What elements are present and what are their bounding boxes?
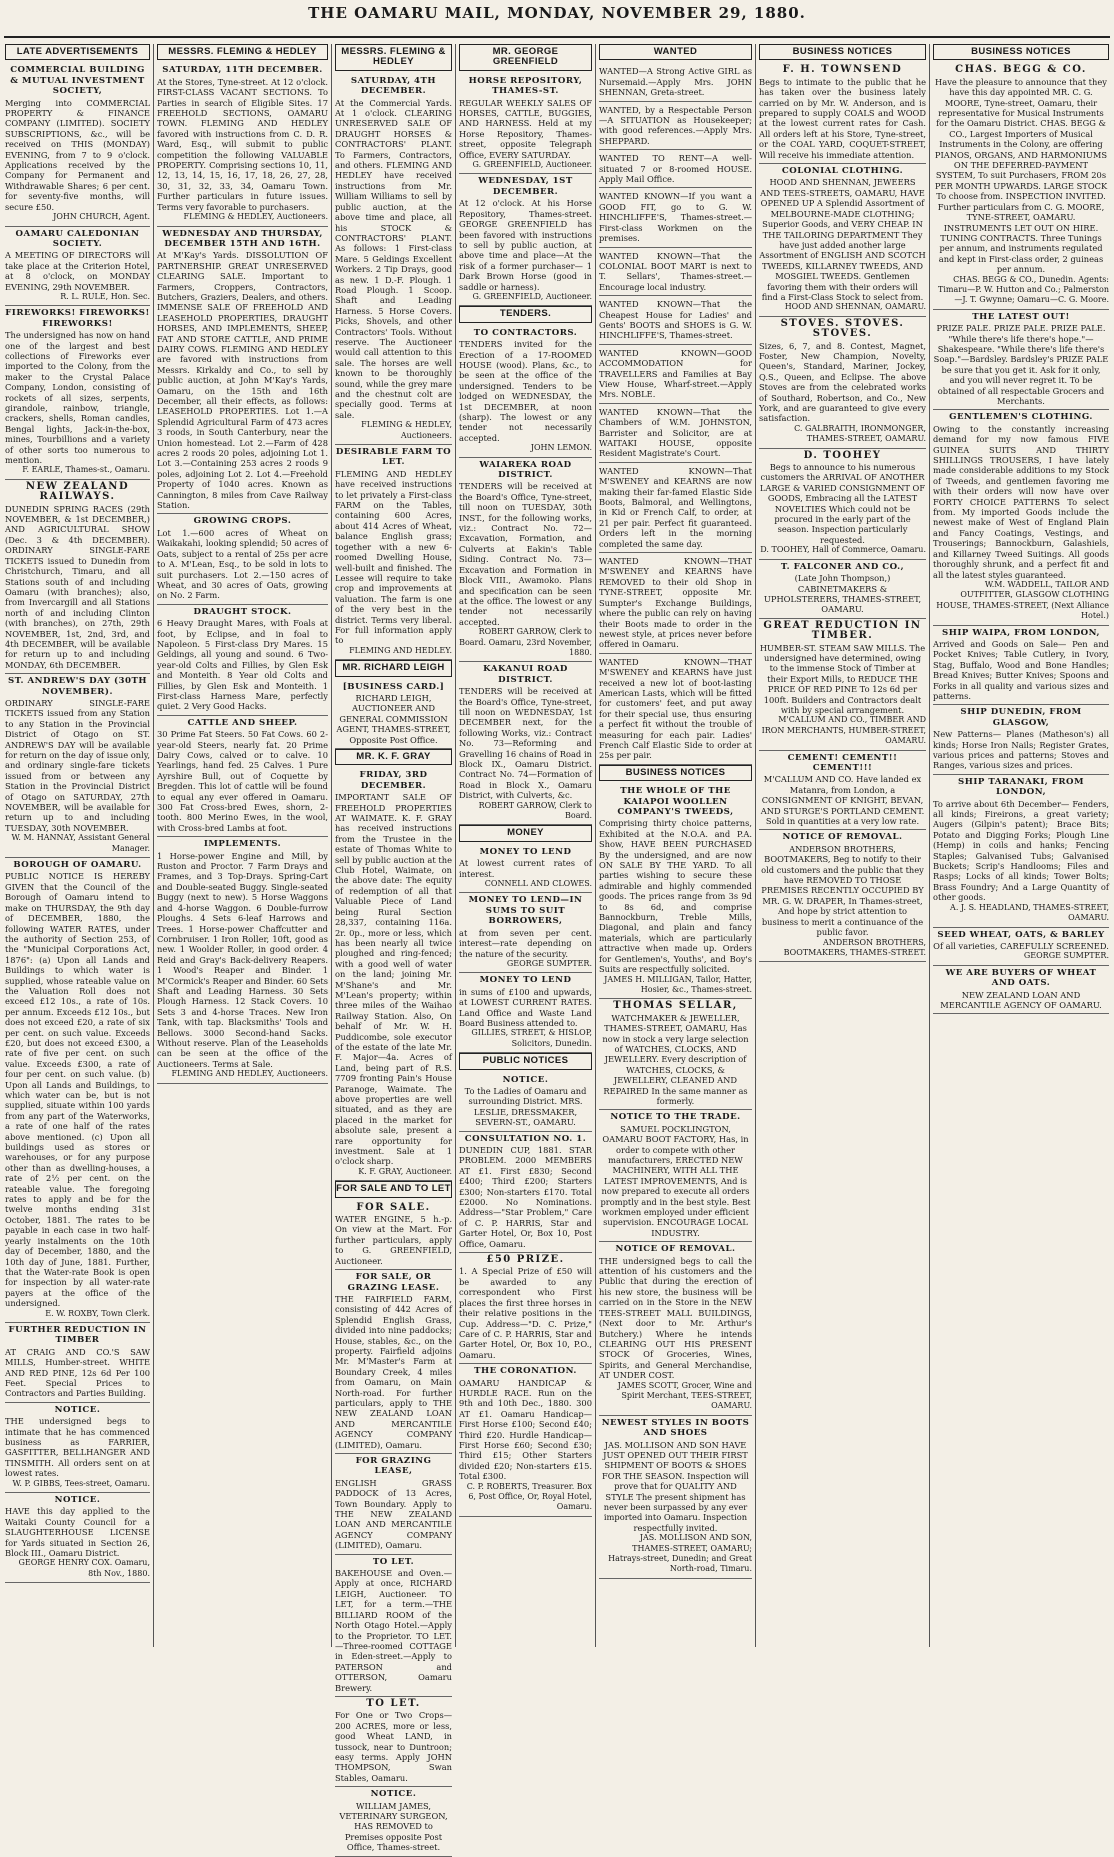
ad-fireworks	[5, 306, 150, 480]
ad-body: WANTED KNOWN—THAT M'SWENEY and KEARNS have just received a new lot of boot-lasting American Lasts, which will be fitted for customers' feet, and put away for their special use, thus ensuring a perfect fit without the trouble of measuring for each pair. Ladies' French Calf Elastic Side to order at 25s per pair.	[599, 656, 752, 761]
ad-wanted-7	[599, 345, 752, 404]
ad-veterinary	[335, 1787, 452, 1856]
ad-body: New Patterns— Planes (Matheson's) all kinds; Horse Iron Nails; Register Grates, various prices and patterns; Stoves and Ranges, various sizes and prices.	[933, 729, 1109, 771]
ad-heading: KAKANUI ROAD DISTRICT.	[483, 664, 568, 685]
ad-heading: D. TOOHEY	[803, 449, 882, 461]
ad-body: WANTED KNOWN—That the COLONIAL BOOT MART is next to T. Sellars', Thames-street.—Encourage local industry.	[599, 250, 752, 292]
ad-heading: WEDNESDAY, 1ST DECEMBER.	[478, 176, 573, 197]
ad-body: WANTED KNOWN—If you want a GOOD FIT, go to G. W. HINCHLIFFE'S, Thames-street.—First-class Workmen on the premises.	[599, 191, 752, 244]
ad-heading: MONEY TO LEND	[479, 846, 572, 857]
ad-wanted-5	[599, 248, 752, 297]
ad-heading: SATURDAY, 4TH DECEMBER.	[350, 75, 437, 97]
ad-to-let	[335, 1555, 452, 1697]
ad-heading: BOROUGH OF OAMARU.	[13, 860, 142, 871]
ad-heading: THE LATEST OUT!	[972, 311, 1070, 322]
ad-heading: DESIRABLE FARM TO LET.	[335, 447, 452, 468]
ad-body: ORDINARY SINGLE-FARE TICKETS issued from any Station to any Station in the Provincial District of Otago on ST. ANDREW'S DAY will be available for return on the day of issue only, and ordinary single-fare tickets issued from or between any Station in the Provincial District of Otago on SATURDAY, 27th NOVEMBER, will be available for return up to and including TUESDAY, 30th NOVEMBER.	[5, 697, 150, 833]
ad-heading: SEED WHEAT, OATS, & BARLEY	[937, 929, 1105, 940]
ad-heading: NOTICE OF REMOVAL.	[782, 832, 903, 843]
ad-wanted-8	[599, 404, 752, 463]
ad-signature: W.M. WADDELL, TAILOR AND OUTFITTER, GLASGOW CLOTHING HOUSE, THAMES-STREET, (Next Alliance Hotel.)	[936, 579, 1109, 621]
ad-body: WATER ENGINE, 5 h.-p. On view at the Mart. For further particulars, apply to G. GREENFIELD, Auctioneer.	[335, 1214, 452, 1266]
leigh-header: MR. RICHARD LEIGH	[335, 660, 452, 676]
ad-heading: NOTICE OF REMOVAL.	[615, 1244, 736, 1255]
ad-cattle-sheep	[157, 716, 328, 837]
ad-timber	[5, 1323, 150, 1403]
ad-body: Merging into COMMERCIAL PROPERTY & FINANCE COMPANY (LIMITED). SOCIETY SUBSCRIPTIONS, &c., will be received on THIS (MONDAY) EVENING, from 7 to 9 o'clock. Applications received by the Company for Permanent and Withdrawable Shares; 6 per cent. for seventy-five months, will secure £50.	[5, 97, 150, 212]
ad-mollison	[599, 1416, 752, 1579]
ad-heading: DRAUGHT STOCK.	[193, 606, 292, 617]
ad-heading: FIREWORKS! FIREWORKS! FIREWORKS!	[5, 308, 150, 329]
ad-body: RICHARD LEIGH, AUCTIONEER AND GENERAL COMMISSION AGENT, THAMES-STREET, Opposite Post Office.	[336, 692, 451, 745]
ad-heading: FRIDAY, 3RD DECEMBER.	[359, 770, 428, 791]
column-1	[2, 44, 154, 1647]
ad-body: HOOD AND SHENNAN, JEWEERS AND TEES-STREETS, OAMARU, HAVE OPENED UP A Splendid Assortment of MELBOURNE-MADE CLOTHING; Superior Goods, and VERY CHEAP. IN THE TAILORING DEPARTMENT They have just added another large Assortment of ENGLISH AND SCOTCH TWEEDS, KILLARNEY TWEEDS, AND MOSGIEL TWEEDS. Gentlemen favoring them with their orders will find a First-Class Stock to select from.	[759, 177, 926, 302]
ad-pocklington	[599, 1110, 752, 1242]
ad-signature: GILLIES, STREET, & HISLOP, Solicitors, Dunedin.	[471, 1028, 592, 1048]
ad-signature: CONNELL AND CLOWES.	[484, 879, 592, 889]
ad-toohey	[759, 449, 926, 560]
ad-signature: HOOD AND SHENNAN, OAMARU.	[784, 302, 926, 312]
ad-body: Begs to announce to his numerous customers the ARRIVAL OF ANOTHER LARGE & VARIED CONSIGNMENT OF GOODS, Embracing all the LATEST NOVELTIES Which could not be procured in the early part of the season. Inspection particularly requested.	[759, 462, 926, 545]
ad-body: SAMUEL POCKLINGTON, OAMARU BOOT FACTORY, Has, in order to compete with other manufacturers, ERECTED NEW MACHINERY, WITH ALL THE LATEST IMPROVEMENTS, And is now prepared to execute all orders promptly and in the best style. Best workmen employed under efficient supervision. ENCOURAGE LOCAL INDUSTRY.	[600, 1123, 751, 1238]
ad-signature: FLEMING AND HEDLEY, Auctioneers.	[171, 1069, 328, 1079]
ad-dressmaker	[459, 1073, 592, 1132]
ad-wanted-1	[599, 63, 752, 101]
column-4-header: MR. GEORGE GREENFIELD	[459, 44, 592, 71]
ad-signature: ROBERT GARROW, Clerk to Board. Oamaru, 23rd November, 1880.	[459, 627, 592, 657]
ad-wanted-2	[599, 102, 752, 151]
ad-body: AT CRAIG AND CO.'S SAW MILLS, Humber-street. WHITE AND RED PINE, 12s 6d Per 100 Feet. Special Prices to Contractors and Parties Building.	[5, 1346, 150, 1399]
ad-body: PUBLIC NOTICE IS HEREBY GIVEN that the Council of the Borough of Oamaru intend to make on THURSDAY, the 9th day of DECEMBER, 1880, the following WATER RATES, under the authority of Section 253, of the "Municipal Corporations Act, 1876": (a) Upon all Lands and Buildings to which water is supplied, whose rateable value on the Valuation Roll does not exceed £12 10s., a rate of 10s. per annum. Exceeds £12 10s., but does not exceed £20, a rate of six per cent. on such value. Exceeds £20, but does not exceed £300, a rate of five per cent. on such value. Exceeds £300, a rate of four per cent. on such value. (b) Upon all Lands and Buildings, to which water can be, but is not supplied, situate within 100 yards from any part of the Waterworks, a rate of one half of the rates above mentioned. (c) Upon all buildings used as stores or warehouses, or for any purpose other than as dwelling-houses, a rate of 2½ per cent. on the rateable value. The foregoing rates to apply and be for the twelve months ending 31st October, 1881. The rates to be payable in each case in two half-yearly instalments on the 10th day of December, 1880, and the 10th day of June, 1881. Further, that the Water-rate Book is open for inspection by all water-rate payers at the office of the undersigned.	[5, 871, 150, 1309]
ad-heading: NEWEST STYLES IN BOOTS AND SHOES	[601, 1417, 750, 1439]
ad-body: THE undersigned begs to call the attention of his customers and the Public that during the erection of his new store, the business will be carried on in the Store in the NEW TEES-STREET MALL BUILDINGS, (Next door to Mr. Arthur's Butchery.) Where he intends CLEARING OUT HIS PRESENT STOCK Of Groceries, Wines, Spirits, and General Merchandise, AT UNDER COST.	[599, 1255, 752, 1381]
ad-signature: A. J. S. HEADLAND, THAMES-STREET, OAMARU.	[950, 902, 1109, 923]
ad-waddell	[933, 410, 1109, 625]
ad-signature: K. F. GRAY, Auctioneer.	[358, 1166, 452, 1176]
ad-signature: D. TOOHEY, Hall of Commerce, Oamaru.	[760, 545, 926, 555]
ad-building-society	[5, 63, 150, 226]
ad-body: in sums of £100 and upwards, at LOWEST CURRENT RATES. Land Office and Waste Land Board Business attended to.	[459, 986, 592, 1028]
ad-heading: MONEY TO LEND—IN SUMS TO SUIT BORROWERS,	[468, 895, 583, 927]
ad-heading: GROWING CROPS.	[193, 516, 292, 527]
ad-seed-wheat	[933, 928, 1109, 966]
column-6-header: BUSINESS NOTICES	[759, 44, 926, 60]
money-header: MONEY	[459, 825, 592, 841]
ad-signature: GEORGE SUMPTER.	[506, 958, 592, 968]
ad-heading: FOR SALE.	[356, 1201, 431, 1213]
ad-signature: JAMES H. MILLIGAN, Tailor, Hatter, Hosier, &c., Thames-street.	[604, 974, 752, 994]
ad-heading: SHIP DUNEDIN, FROM GLASGOW,	[960, 707, 1082, 728]
ad-body: At lowest current rates of interest.	[459, 858, 592, 879]
ad-sections	[157, 63, 328, 226]
ad-heading: NEW ZEALAND RAILWAYS.	[25, 480, 130, 503]
ad-body: To the Ladies of Oamaru and surrounding District. MRS. LESLIE, DRESSMAKER, SEVERN-ST., OAMARU.	[464, 1085, 587, 1128]
ad-heading: CONSULTATION NO. 1.	[464, 1133, 587, 1144]
ad-ship-dunedin	[933, 705, 1109, 774]
ad-heading: SATURDAY, 11TH DECEMBER.	[162, 65, 323, 76]
ad-heading: TO LET.	[372, 1556, 415, 1567]
ad-signature: C. P. ROBERTS, Treasurer. Box 6, Post Office, Or, Royal Hotel, Oamaru.	[466, 1481, 592, 1512]
ad-body: Lot 1.—600 acres of Wheat on Waikakahi, looking splendid; 50 acres of Oats, subject to a rental of 25s per acre to A. M'Lean, Esq., to be sold in lots to suit purchasers. Lot 2.—150 acres of Wheat, and 30 acres of Oats, growing on No. 2 Farm.	[157, 527, 328, 601]
ad-body: HAVE this day applied to the Waitaki County Council for a SLAUGHTERHOUSE LICENSE for Yards situated in Section 26, Block III., Oamaru District.	[5, 1506, 150, 1559]
ad-leigh	[335, 680, 452, 749]
masthead-title: THE OAMARU MAIL, MONDAY, NOVEMBER 29, 1880.	[308, 4, 806, 22]
ad-waiareka	[459, 458, 592, 663]
ad-body: FLEMING AND HEDLEY have received instructions to let privately a First-class FARM on the Tables, containing 600 Acres, about 414 Acres of Wheat, balance English grass; together with a new 6-roomed Dwelling House, well-built and finished. The Lessee will require to take crop and improvements at valuation. The farm is one of the very best in the district. Terms very liberal. For full information apply to	[335, 468, 452, 646]
ad-ship-waipa	[933, 626, 1109, 706]
ad-heading: CATTLE AND SHEEP.	[187, 717, 298, 728]
ad-body: DUNEDIN SPRING RACES (29th NOVEMBER, & 1st DECEMBER,) AND AGRICULTURAL SHOW (Dec. 3 & 4th DECEMBER). ORDINARY SINGLE-FARE TICKETS issued to Dunedin from Christchurch, Timaru, and all Stations south of and including Oamaru (with branches); also, from Invercargill and all Stations north of and including Clinton (with branches), on 27th, 29th NOVEMBER, 1st, 2nd, 3rd, and 4th DECEMBER, will be available for return up to and including MONDAY, 6th DECEMBER.	[5, 503, 150, 670]
ad-railways	[5, 480, 150, 674]
ad-wanted-11	[599, 654, 752, 765]
ad-signature: E. W. ROXBY, Town Clerk.	[45, 1308, 150, 1318]
ad-body: WANTED—A Strong Active GIRL as Nursemaid.—Apply Mrs. JOHN SHENNAN, Greta-street.	[599, 66, 752, 98]
ad-body: Arrived and Goods on Sale— Pen and Pocket Knives; Table Cutlery, in Ivory, Stag, Buffalo, Wood and Bone Handles; Bread Knives; Butter Knives; Spoons and Forks in all quality and various sizes and patterns.	[933, 638, 1109, 701]
ad-body: at from seven per cent. interest—rate depending on the nature of the security.	[459, 927, 592, 959]
ad-wanted-4	[599, 188, 752, 247]
ad-heading: THE CORONATION.	[474, 1366, 577, 1377]
ad-signature: W. M. HANNAY, Assistant General Manager.	[11, 833, 150, 853]
ad-heading: ST. ANDREW'S DAY (30TH NOVEMBER).	[8, 676, 147, 697]
ad-money-2	[459, 893, 592, 973]
ad-heading: MONEY TO LEND	[479, 975, 572, 986]
ad-signature: GEORGE HENRY COX. Oamaru, 8th Nov., 1880.	[18, 1558, 150, 1578]
ad-body: (Late John Thompson,) CABINETMAKERS & UPHOLSTERERS, THAMES-STREET, OAMARU.	[763, 573, 922, 615]
masthead	[0, 0, 1114, 40]
ad-kaiapoi	[599, 784, 752, 999]
ad-clearing-sale	[157, 227, 328, 515]
ad-body: WANTED KNOWN—That M'SWENEY and KEARNS are now making their far-famed Elastic Side Boots, Balmoral, and Wellingtons, in Kid or French Calf, to order, at 21 per pair. Perfect fit guaranteed. Orders left in the morning completed the same day.	[599, 465, 752, 549]
ad-body: ANDERSON BROTHERS, BOOTMAKERS, Beg to notify to their old customers and the public that they have REMOVED TO THOSE PREMISES RECENTLY OCCUPIED BY MR. G. W. DRAPER, In Thames-street, And hope by strict attention to business to merit a continuance of the public favor.	[761, 843, 924, 938]
ad-contractors-plant	[335, 74, 452, 445]
ad-slaughterhouse	[5, 1493, 150, 1583]
ad-heading: FOR SALE, OR GRAZING LEASE.	[347, 1272, 440, 1293]
tenders-header: TENDERS.	[459, 306, 592, 322]
ad-heading: NOTICE.	[54, 1404, 101, 1415]
ad-body: 30 Prime Fat Steers. 50 Fat Cows. 60 2-year-old Steers, nearly fat. 20 Prime Dairy Cows, calved or to calve. 10 Yearlings, hand fed. 25 Calves. 1 Pure Ayrshire Bull, out of Coquette by Bregden. This lot of cattle will be found to equal any ever offered in Oamaru. 300 Fat Cross-bred Ewes, shorn, 2-tooth. 800 Merino Ewes, in the wool, with Cross-bred Lambs at foot.	[157, 729, 328, 833]
ad-prize-pale	[933, 310, 1109, 411]
ad-heading: SHIP WAIPA, FROM LONDON,	[942, 627, 1100, 638]
ad-body: DUNEDIN CUP, 1881. STAR PROBLEM. 2000 MEMBERS AT £1. First £830; Second £400; Third £200; Starters £300; Non-starters £170. Total £2000. No Nominations. Address—"Star Problem," Care of C. P. HARRIS, Star and Garter Hotel, Or, Box 10, Post Office, Oamaru.	[459, 1145, 592, 1249]
ad-body: At 12 o'clock. At his Horse Repository, Thames-street. GEORGE GREENFIELD has been favored with instructions to sell by public auction, at above time and place—At the risk of a former purchaser— 1 Dark Brown Horse (good in saddle or harness).	[459, 198, 592, 292]
ad-draught-stock	[157, 605, 328, 716]
column-5-header: WANTED	[599, 44, 752, 60]
ad-stoves	[759, 317, 926, 449]
ad-falconer	[759, 560, 926, 619]
ad-heading: F. H. TOWNSEND	[782, 64, 903, 76]
ad-body: TENDERS invited for the Erection of a 17-ROOMED HOUSE (wood). Plans, &c., to be seen at the office of the undersigned. Tenders to be lodged on WEDNESDAY, the 1st DECEMBER, at noon (sharp). The lowest or any tender not necessarily accepted.	[459, 339, 592, 443]
ad-cement	[759, 751, 926, 831]
ad-body: WANTED KNOWN—That the Cheapest House for Ladies' and Gents' BOOTS and SHOES is G. W. HINCHLIFFE'S, Thames-street.	[599, 299, 752, 341]
ad-wanted-6	[599, 296, 752, 345]
ad-body: At the Commercial Yards. At 1 o'clock. CLEARING UNRESERVED SALE OF DRAUGHT HORSES & CONTRACTORS' PLANT. To Farmers, Contractors, and others. FLEMING AND HEDLEY have received instructions from Mr. William Williams to sell by public auction, at the above time and place, all his STOCK & CONTRACTORS' PLANT. As follows: 1 First-class Mare. 5 Geldings Excellent Workers. 2 Tip Drays, good as new. 1 D.-F. Plough. 1 Road Plough. 1 Scoop. Shaft and Leading Harness. 5 Horse Covers. Picks, Shovels, and other Contractors' Tools. Without reserve. The Auctioneer would call attention to this sale. The horses are well known to be thoroughly sound, while the grey mare and the chestnut colt are specially good. Terms at sale.	[335, 97, 452, 420]
ad-body: For One or Two Crops— 200 ACRES, more or less, good Wheat LAND, in tussock, near to Duntroon; easy terms. Apply JOHN THOMPSON, Swan Stables, Oamaru.	[335, 1710, 452, 1783]
ad-st-andrews	[5, 674, 150, 858]
gray-header: MR. K. F. GRAY	[335, 749, 452, 765]
ad-heading: TO CONTRACTORS.	[473, 327, 578, 338]
ad-buyers	[933, 966, 1109, 1015]
ad-body: WANTED KNOWN—That the Chambers of W.M. JOHNSTON, Barrister and Solicitor, are at WAITAKI HOUSE, opposite Resident Magistrate's Court.	[599, 406, 752, 459]
ad-signature: R. L. RULE, Hon. Sec.	[60, 291, 150, 301]
column-3	[332, 44, 456, 1853]
ad-body: Of all varieties, CAREFULLY SCREENED.	[933, 940, 1109, 951]
ad-sellar	[599, 999, 752, 1110]
ad-money-1	[459, 845, 592, 894]
ad-heading: GENTLEMEN'S CLOTHING.	[949, 412, 1093, 423]
ad-growing-crops	[157, 514, 328, 604]
ad-body: Sizes, 6, 7, and 8. Contest, Magnet, Foster, New Champion, Novelty, Queen's, Standard, Mariner, Jockey, Q.S., Queen, and Eclipse. The above Stoves are from the celebrated works of Southard, Robertson, and Co., New York, and are guaranteed to give every satisfaction.	[759, 340, 926, 424]
column-1-header: LATE ADVERTISEMENTS	[5, 44, 150, 60]
ad-borough	[5, 858, 150, 1323]
ad-heading: WAIAREKA ROAD DISTRICT.	[479, 459, 572, 481]
ad-body: REGULAR WEEKLY SALES OF HORSES, CATTLE, BUGGIES, AND HARNESS. Held at my Horse Repository, Thames-street, opposite Telegraph Office, EVERY SATURDAY.	[459, 97, 592, 160]
ad-body: Comprising thirty choice patterns, Exhibited at the N.O.A. and P.A. Show, HAVE BEEN PURCHASED By the undersigned, and are now ON SALE BY THE YARD. To all parties wishing to secure these admirable and highly commended goods. The prices range from 3s 9d to 8s 6d, and comprise Bannockburn, Treble Mills, Diagonal, and plain and fancy materials, which are particularly attractive when made up. Orders for Gentlemen's, Youths', and Boy's Suits are respectfully solicited.	[599, 818, 752, 975]
ad-heading: NOTICE.	[502, 1074, 549, 1085]
ad-body: To arrive about 6th December— Fenders, all kinds; Fireirons, a great variety; Augers (Gilpin's patent); Brace Bits; Potato and Digging Forks; Plough Line (Hemp) in coils and hanks; Fencing Staples; Galvanised Tubs; Galvanised Buckets; Scrip's Handlooms; Files and Rasps; Locks of all kinds; Tower Bolts; Brass Foundry; And a Large Quantity of other goods.	[933, 798, 1109, 903]
ad-heading: CEMENT! CEMENT!! CEMENT!!!	[787, 752, 898, 773]
ad-body: IMPORTANT SALE OF FREEHOLD PROPERTIES AT WAIMATE. K. F. GRAY has received instructions from the Trustee in the estate of Thomas White to sell by public auction at the Club Hotel, Waimate, on the above date: The equity of redemption of all that Valuable Piece of Land being Rural Section 28,337, containing 116a. 2r. 0p., more or less, which has been nearly all twice ploughed and ring-fenced; with a good well of water on the land; joining Mr. M'Shane's and Mr. M'Lean's property; within three miles of the Waihao Railway Station. Also, On behalf of Mr. W. H. Puddicombe, sole executor of the estate of the late Mr. F. Major—4a. Acres of Land, being part of R.S. 7709 fronting Pain's House Paranoge, Waimate. The above properties are well situated, and as they are placed in the market for absolute sale, present a rare opportunity for investment. Sale at 1 o'clock sharp.	[335, 792, 452, 1167]
column-2	[154, 44, 332, 1647]
ad-signature: CHAS. BEGG & CO., Dunedin. Agents: Timaru—P. W. Hutton and Co.; Palmerston—J. T. Gwynne; Oamaru—C. G. Moore.	[937, 274, 1109, 305]
ad-townsend	[759, 63, 926, 164]
ad-heading: £50 PRIZE.	[486, 1254, 565, 1266]
ad-wanted-10	[599, 553, 752, 654]
ad-heading: NOTICE.	[370, 1789, 417, 1800]
ad-body: WATCHMAKER & JEWELLER, THAMES-STREET, OAMARU, Has now in stock a very large selection of WATCHES, CLOCKS, AND JEWELLERY. Every description of WATCHES, CLOCKS, & JEWELLERY, CLEANED AND REPAIRED In the same manner as formerly.	[602, 1012, 749, 1106]
ad-heading: COLONIAL CLOTHING.	[781, 166, 904, 177]
ad-heading: NOTICE.	[54, 1495, 101, 1506]
column-7-header: BUSINESS NOTICES	[933, 44, 1109, 60]
ad-body: JAS. MOLLISON AND SON HAVE JUST OPENED OUT THEIR FIRST SHIPMENT OF BOOTS & SHOES FOR THE SEASON. Inspection will prove that for QUALITY AND STYLE The present shipment has never been surpassed by any ever imported into Oamaru. Inspection respectfully invited.	[602, 1439, 749, 1533]
ad-to-let-land	[335, 1697, 452, 1787]
ad-body: WANTED, by a Respectable Person—A SITUATION as Housekeeper; with good references.—Apply Mrs. SHEPPARD.	[599, 104, 752, 146]
ad-body: NEW ZEALAND LOAN AND MERCANTILE AGENCY OF OAMARU.	[940, 989, 1102, 1010]
ad-body: WANTED KNOWN—THAT M'SWENEY and KEARNS have REMOVED to their old Shop in TYNE-STREET, opposite Mr. Sumpter's Exchange Buildings, where the public can rely on having their Boots made to order in the newest style, at prices never before offered in Oamaru.	[599, 556, 752, 650]
ad-signature: JOHN LEMON.	[530, 443, 592, 453]
ad-grazing	[335, 1454, 452, 1555]
ad-body: Begs to intimate to the public that he has taken over the business lately carried on by Mr. W. Anderson, and is prepared to supply COALS and WOOD at the lowest current rates for Cash. All orders left at his Store, Tyne-street, or the COAL YARD, COQUET-STREET, Will receive his immediate attention.	[759, 76, 926, 160]
ad-signature: M'CALLUM AND CO., TIMBER AND IRON MERCHANTS, HUMBER-STREET, OAMARU.	[761, 715, 926, 746]
ad-body: WILLIAM JAMES, VETERINARY SURGEON, HAS REMOVED to Premises opposite Post Office, Thames-street.	[339, 1800, 448, 1853]
ad-heading: GREAT REDUCTION IN TIMBER.	[763, 619, 922, 642]
ad-signature: W. P. GIBBS, Tees-street, Oamaru.	[12, 1478, 150, 1488]
ad-body: M'CALLUM AND CO. Have landed ex Matanra, from London, a CONSIGNMENT OF KNIGHT, BEVAN, AND STURGE'S PORTLAND CEMENT. Sold in quantities at a very low rate.	[760, 774, 925, 827]
ad-body: A MEETING OF DIRECTORS will take place at the Criterion Hotel, at 8 o'clock, on MONDAY EVENING, 29th NOVEMBER.	[5, 250, 150, 292]
column-7	[930, 44, 1112, 1647]
ad-signature: JAMES SCOTT, Grocer, Wine and Spirit Merchant, TEES-STREET, OAMARU.	[617, 1380, 752, 1411]
ad-body: The undersigned has now on hand one of the largest and best collections of Fireworks ever imported to the Colony, from the maker to the Crystal Palace Company, London, consisting of rockets of all sizes, serpents, girandole, rainbow, triangle, crackers, shells, Roman candles, Bengal lights, Jack-in-the-box, mines, Tourbillions and a variety of other sorts too numerous to mention.	[5, 330, 150, 466]
ad-body: Owing to the constantly increasing demand for my now famous FIVE GUINEA SUITS AND THIRTY SHILLINGS TROUSERS, I have lately made considerable additions to my Stock of Tweeds, and gentlemen favoring me with their orders will now have over FORTY CHOICE PATTERNS To select from. My imported Goods include the newest make of West of England Plain and Fancy Coatings, Vestings, and Trouserings; Bannockburn, Galashiels, and Killarney Tweed Suitings. All goods thoroughly shrunk, and a perfect fit and all the latest styles guaranteed.	[933, 423, 1109, 580]
ad-ship-taranaki	[933, 775, 1109, 928]
ad-signature: GEORGE SUMPTER.	[1023, 951, 1109, 961]
ad-body: TENDERS will be received at the Board's Office, Tyne-street, till noon on TUESDAY, 30th INST., for the following works, viz.: Contract No. 72—Excavation, Formation, and Culverts at Eakin's Table Siding. Contract No. 73—Excavation and Formation in Block VIII., Awamoko. Plans and specification can be seen at the office. The lowest or any tender not necessarily accepted.	[459, 481, 592, 627]
ad-signature: C. GALBRAITH, IRONMONGER, THAMES-STREET, OAMARU.	[794, 423, 926, 444]
ad-heading: [BUSINESS CARD.]	[342, 681, 445, 692]
ad-anderson	[759, 830, 926, 962]
ad-body: OAMARU HANDICAP & HURDLE RACE. Run on the 9th and 10th Dec., 1880. 300 AT £1. Oamaru Handicap—First Horse £100; Second £40; Third £20. Hurdle Handicap—First Horse £60; Second £30; Third £15; Other Starters divided £20; Non-starters £15. Total £300.	[459, 1377, 592, 1482]
ad-body: TENDERS will be received at the Board's Office, Tyne-street, till noon on WEDNESDAY, 1st DECEMBER next, for the following Works, viz.: Contract No. 73—Reforming and Gravelling 16 chains of Road in Block IX., Oamaru District. Contract No. 74—Formation of Road in Block X., Oamaru District, with Culverts, &c.	[459, 686, 592, 801]
ad-heading: WE ARE BUYERS OF WHEAT AND OATS.	[945, 967, 1097, 989]
ad-body: At M'Kay's Yards. DISSOLUTION OF PARTNERSHIP. GREAT UNRESERVED CLEARING SALE. Important to Farmers, Croppers, Contractors, Butchers, Graziers, Dealers, and others. IMMENSE SALE OF FREEHOLD AND LEASEHOLD PROPERTIES, DRAUGHT HORSES, AND IMPLEMENTS, SHEEP, FAT AND STORE CATTLE, AND PRIME DAIRY COWS. FLEMING AND HEDLEY are favored with instructions from Messrs. Kirkaldy and Co., to sell by public auction, at John M'Kay's Yards, Oamaru, on the 15th and 16th December, all their effects, as follows: LEASEHOLD PROPERTIES. Lot 1.—A Splendid Agricultural Farm of 473 acres 3 roods, in South Canterbury, near the Union homestead. Lot 2.—Farm of 428 acres 2 roods 20 poles, adjoining Lot 1. Lot 3.—Containing 253 acres 2 roods 9 poles, adjoining Lot 2. Lot 4.—Freehold Property of 1040 acres. Known as Cannington, 8 miles from Cave Railway Station.	[157, 250, 328, 511]
ad-signature: G. GREENFIELD, Auctioneer.	[472, 160, 592, 170]
column-3-header: MESSRS. FLEMING & HEDLEY	[335, 44, 452, 71]
public-notices-header: PUBLIC NOTICES	[459, 1053, 592, 1069]
ad-tender-house	[459, 326, 592, 458]
ad-body: At the Stores, Tyne-street. At 12 o'clock. FIRST-CLASS VACANT SECTIONS. To Parties in search of Eligible Sites. 17 FREEHOLD SECTIONS, OAMARU TOWN. FLEMING AND HEDLEY favored with instructions from C. D. R. Ward, Esq., will submit to public competition the following VALUABLE PROPERTY. Comprising sections 10, 11, 12, 13, 14, 15, 16, 17, 18, 26, 27, 28, 30, 31, 32, 33, 34, Oamaru Town. Further particulars in future issues. Terms very favorable to purchasers.	[157, 76, 328, 212]
ad-signature: JOHN CHURCH, Agent.	[53, 212, 150, 222]
ad-heading: NOTICE TO THE TRADE.	[610, 1112, 741, 1123]
ad-consultation	[459, 1132, 592, 1253]
ad-hood-shennan	[759, 164, 926, 317]
ad-caledonian	[5, 227, 150, 307]
ad-heading: TO LET.	[366, 1697, 421, 1709]
ad-body: HUMBER-ST. STEAM SAW MILLS. The undersigned have determined, owing to the immense Stock of Timber at their Export Mills, to REDUCE THE PRICE OF RED PINE To 12s 6d per 100ft. Builders and Contractors dealt with by special arrangement.	[759, 642, 926, 715]
ad-body: THE undersigned begs to intimate that he has commenced business as FARRIER, GASFITTER, BELLHANGER AND TINSMITH. All orders sent on at lowest rates.	[5, 1416, 150, 1479]
ad-body: WANTED KNOWN—GOOD ACCOMMODATION for TRAVELLERS and Families at Bay View House, Wharf-street.—Apply Mrs. NOBLE.	[599, 347, 752, 400]
ad-signature: FLEMING & HEDLEY, Auctioneers.	[361, 420, 452, 440]
ad-prize	[459, 1253, 592, 1364]
ad-body: 6 Heavy Draught Mares, with Foals at foot, by Eclipse, and in foal to Napoleon. 5 First-class Dry Mares. 15 Geldings, all young and sound. 6 Two-year-old Colts and Fillies, by Glen Esk and Monteith. 8 Year old Colts and Fillies, by Glen Esk and Monteith. 1 First-class Harness Mare, perfectly quiet. 2 Very Good Hacks.	[157, 618, 328, 712]
masthead-rule	[4, 36, 1110, 38]
column-4	[456, 44, 596, 1647]
ad-body: WANTED TO RENT—A well-situated 7 or 8-roomed HOUSE. Apply Mail Office.	[599, 153, 752, 185]
column-2-header: MESSRS. FLEMING & HEDLEY	[157, 44, 328, 60]
ad-timber-reduction	[759, 619, 926, 751]
ad-signature: FLEMING & HEDLEY, Auctioneers.	[183, 212, 328, 222]
ad-signature: ANDERSON BROTHERS, BOOTMAKERS, THAMES-STREET.	[783, 937, 926, 957]
ad-fairfield	[335, 1270, 452, 1454]
ad-body: 1. A Special Prize of £50 will be awarded to any correspondent who First places the first three horses in their relative positions in the Cup. Address—"D. C. Prize," Care of C. P. HARRIS, Star and Garter Hotel, Or, Box 10, P.O., Oamaru.	[459, 1266, 592, 1360]
ad-body: THE FAIRFIELD FARM, consisting of 442 Acres of Splendid English Grass, divided into nine paddocks; House, stables, &c., on the property. Fairfield adjoins Mr. M'Master's Farm at Boundary Creek, 4 miles from Oamaru, on Main North-road. For further particulars, apply to THE NEW ZEALAND LOAN AND MERCANTILE AGENCY COMPANY (LIMITED), Oamaru.	[335, 1293, 452, 1450]
sale-header: FOR SALE AND TO LET	[335, 1181, 452, 1197]
ad-body: BAKEHOUSE and Oven.—Apply at once, RICHARD LEIGH, Auctioneer. TO LET, for a term.—THE BILLIARD ROOM of the North Otago Hotel.—Apply to the Proprietor. TO LET.—Three-roomed COTTAGE in Eden-street.—Apply to PATERSON and OTTERSON, Oamaru Brewery.	[335, 1568, 452, 1693]
ad-heading: CHAS. BEGG & CO.	[955, 64, 1087, 76]
ad-gray	[335, 768, 452, 1181]
ad-body: ENGLISH GRASS PADDOCK of 13 Acres, Town Boundary. Apply to THE NEW ZEALAND LOAN AND MERCANTILE AGENCY COMPANY (LIMITED), Oamaru.	[335, 1477, 452, 1551]
ad-body: PRIZE PALE. PRIZE PALE. PRIZE PALE. "While there's life there's hope."—Shakespeare. "While there's life there's Soap."—Bardsley. Bardsley's PRIZE PALE be sure that you get it. Ask for it only, and you will never regret it. To be obtained of all respectable Grocers and Merchants.	[933, 323, 1109, 406]
ad-begg	[933, 63, 1109, 309]
ad-wanted-9	[599, 463, 752, 553]
ad-body: 1 Horse-power Engine and Mill, by Ruston and Proctor. 7 Farm Drays and Frames, and 3 Top-Drays. Spring-Cart and Double-seated Buggy. Single-seated Buggy (next to new). 5 Horse Waggons and 4-horse Waggon. 6 Double-furrow Ploughs. 4 Sets 6-leaf Harrows and Trees. 1 Horse-power Chaffcutter and Cornbruiser. 1 Iron Roller, 10ft, good as new. 1 Woolder Roller, in good order. 4 Reid and Gray's Back-delivery Reapers. 1 Wood's Reaper and Binder. 1 M'Cormick's Reaper and Binder. 60 Sets Shaft and Leading Harness. 30 Sets Plough Harness. 12 Stack Covers. 10 Sets 3 and 4-horse Traces. New Iron Tank, with tap. Blacksmiths' Tools and Bellows. 3000 Second-hand Sacks. Without reserve. Plan of the Leaseholds can be seen at the office of the Auctioneers. Terms at Sale.	[157, 850, 328, 1069]
ad-heading: THE WHOLE OF THE KAIAPOI WOOLLEN COMPANY'S TWEEDS,	[617, 786, 734, 817]
ad-signature: JAS. MOLLISON AND SON, THAMES-STREET, OAMARU; Hatrays-street, Dunedin; and Great North-road, Timaru.	[608, 1533, 752, 1574]
ad-horse-sale	[459, 174, 592, 306]
ad-signature: ROBERT GARROW, Clerk to Board.	[478, 800, 592, 821]
ad-signature: F. EARLE, Thames-st., Oamaru.	[22, 465, 150, 475]
ad-body: Have the pleasure to announce that they have this day appointed MR. C. G. MOORE, Tyne-street, Oamaru, their representative for Musical Instruments for the Oamaru District. CHAS. BEGG & CO., Largest Importers of Musical Instruments in the Colony, are offering PIANOS, ORGANS, AND HARMONIUMS ON THE DEFERRED-PAYMENT SYSTEM, To suit Purchasers, FROM 20s PER MONTH UPWARDS. LARGE STOCK To choose from. INSPECTION INVITED. Further particulars from C. G. MOORE, TYNE-STREET, OAMARU. INSTRUMENTS LET OUT ON HIRE. TUNING CONTRACTS. Three Tunings per annum, and instruments regulated and kept in First-class order, 2 guineas per annum.	[934, 76, 1108, 275]
ad-heading: WEDNESDAY AND THURSDAY, DECEMBER 15TH AND 16TH.	[162, 228, 323, 249]
ad-wanted-3	[599, 150, 752, 188]
ad-farm-to-let	[335, 445, 452, 660]
ad-signature: FLEMING AND HEDLEY.	[349, 645, 452, 655]
ad-heading: COMMERCIAL BUILDING & MUTUAL INVESTMENT SOCIETY,	[10, 65, 145, 97]
ad-heading: SHIP TARANAKI, FROM LONDON,	[958, 776, 1084, 798]
ad-heading: FOR GRAZING LEASE,	[355, 1456, 432, 1477]
ad-water-engine	[335, 1201, 452, 1270]
ad-heading: HORSE REPOSITORY, THAMES-ST.	[468, 75, 583, 97]
column-6	[756, 44, 930, 1647]
ad-weekly-sales	[459, 74, 592, 175]
ad-heading: FURTHER REDUCTION IN TIMBER	[8, 1324, 147, 1346]
ad-kakanui	[459, 662, 592, 825]
ad-heading: THOMAS SELLAR,	[613, 1000, 738, 1012]
ad-scott	[599, 1242, 752, 1416]
ad-heading: OAMARU CALEDONIAN SOCIETY.	[15, 228, 140, 249]
ad-heading: STOVES. STOVES. STOVES.	[780, 317, 905, 340]
ad-money-3	[459, 973, 592, 1053]
business-notices-header: BUSINESS NOTICES	[599, 765, 752, 781]
ad-implements	[157, 837, 328, 1083]
column-5	[596, 44, 756, 1647]
ad-coronation	[459, 1364, 592, 1517]
ad-signature: G. GREENFIELD, Auctioneer.	[472, 291, 592, 301]
ad-heading: T. FALCONER AND CO.,	[780, 561, 905, 572]
ad-farrier	[5, 1403, 150, 1493]
ad-heading: IMPLEMENTS.	[203, 839, 282, 850]
